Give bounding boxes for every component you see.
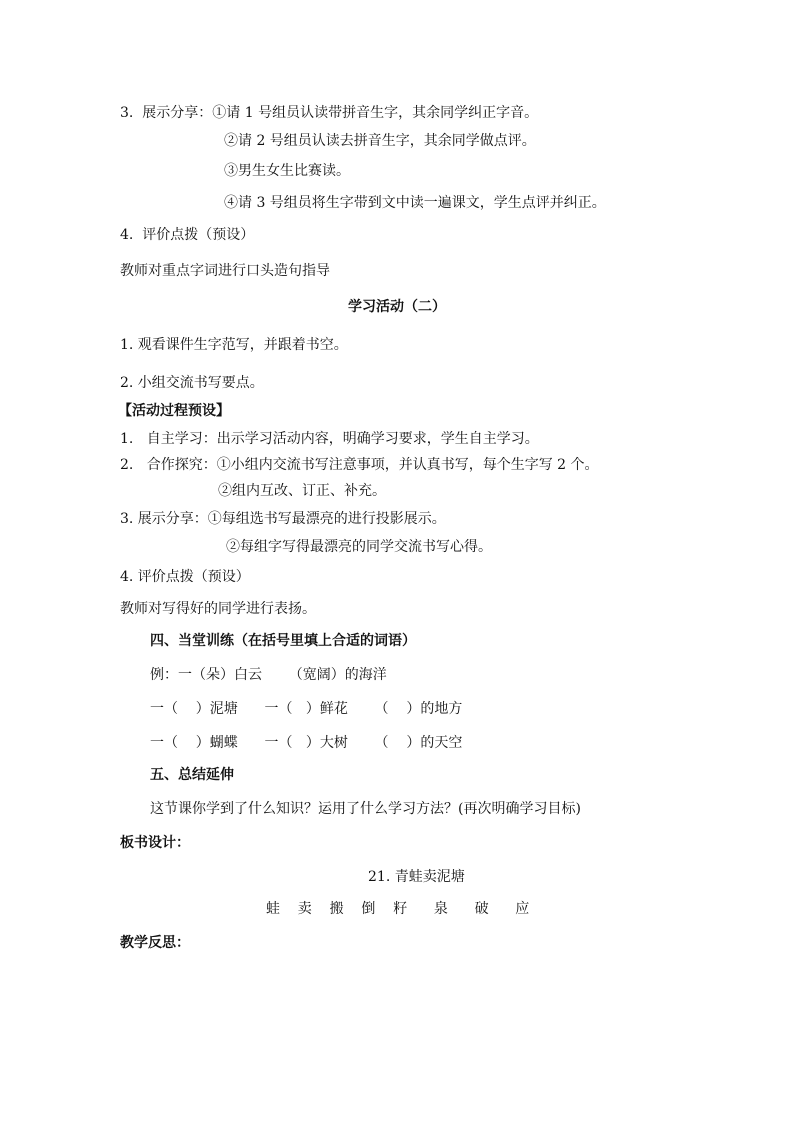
activity-2-title: 学习活动（二） bbox=[348, 299, 446, 315]
training-row-1: 一（ ）泥塘 一（ ）鲜花 （ ）的地方 bbox=[150, 701, 463, 717]
activity-2-item-2: 2. 小组交流书写要点。 bbox=[120, 375, 264, 391]
share-step-line-1: 3. 展示分享：①请 1 号组员认读带拼音生字，其余同学纠正字音。 bbox=[120, 105, 539, 121]
share-step-line-3: ③男生女生比赛读。 bbox=[224, 163, 350, 179]
summary-heading: 五、总结延伸 bbox=[150, 767, 234, 783]
summary-text: 这节课你学到了什么知识？运用了什么学习方法？(再次明确学习目标) bbox=[150, 801, 581, 817]
board-design-heading: 板书设计： bbox=[120, 835, 190, 851]
activity-2-item-1: 1. 观看课件生字范写，并跟着书空。 bbox=[120, 337, 348, 353]
evaluation-heading: 4. 评价点拨（预设） bbox=[120, 227, 255, 243]
preset-step-4-text: 教师对写得好的同学进行表扬。 bbox=[120, 601, 316, 617]
share-step-line-4: ④请 3 号组员将生字带到文中读一遍课文，学生点评并纠正。 bbox=[224, 195, 606, 211]
training-example: 例：一（朵）白云 （宽阔）的海洋 bbox=[150, 667, 387, 683]
training-row-2: 一（ ）蝴蝶 一（ ）大树 （ ）的天空 bbox=[150, 735, 463, 751]
preset-step-2a: 2. 合作探究：①小组内交流书写注意事项，并认真书写，每个生字写 2 个。 bbox=[120, 457, 599, 473]
evaluation-text: 教师对重点字词进行口头造句指导 bbox=[120, 263, 330, 279]
preset-step-4: 4. 评价点拨（预设） bbox=[120, 569, 250, 585]
share-step-line-2: ②请 2 号组员认读去拼音生字，其余同学做点评。 bbox=[224, 133, 536, 149]
training-heading: 四、当堂训练（在括号里填上合适的词语） bbox=[150, 633, 416, 649]
preset-step-2b: ②组内互改、订正、补充。 bbox=[218, 483, 386, 499]
board-design-words: 蛙 卖 搬 倒 籽 泉 破 应 bbox=[266, 901, 530, 917]
board-design-title: 21. 青蛙卖泥塘 bbox=[368, 869, 465, 885]
teaching-reflection-heading: 教学反思： bbox=[120, 935, 190, 951]
process-preset-heading: 【活动过程预设】 bbox=[118, 403, 230, 419]
preset-step-3b: ②每组字写得最漂亮的同学交流书写心得。 bbox=[226, 539, 492, 555]
preset-step-1: 1. 自主学习：出示学习活动内容，明确学习要求，学生自主学习。 bbox=[120, 431, 539, 447]
preset-step-3a: 3. 展示分享：①每组选书写最漂亮的进行投影展示。 bbox=[120, 511, 446, 527]
